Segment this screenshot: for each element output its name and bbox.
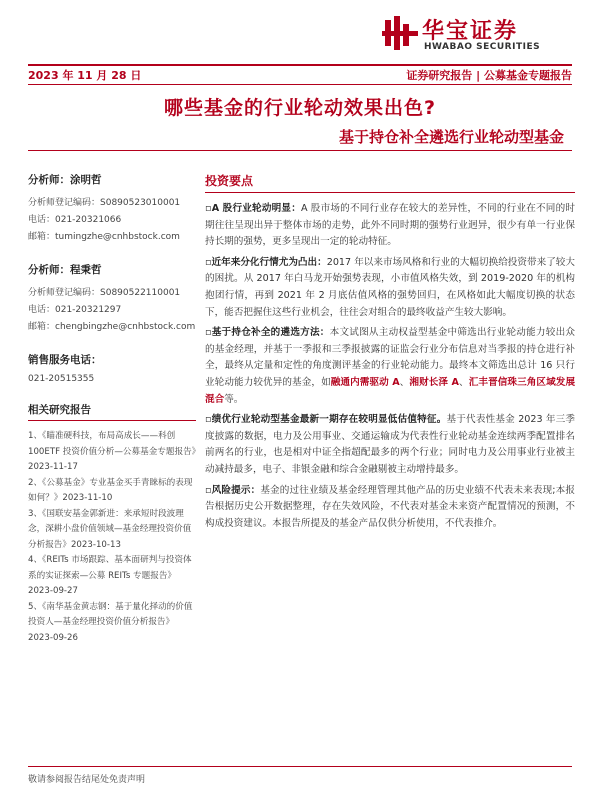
sales-label: 销售服务电话：: [28, 354, 102, 366]
page-title: 哪些基金的行业轮动效果出色?: [163, 97, 437, 119]
analyst-name: 分析师：涂明哲: [28, 174, 102, 186]
key-point-paragraph: [205, 412, 575, 478]
key-point-head: 绩优行业轮动型基金最新一期存在较明显低估值特征。: [211, 414, 447, 426]
main-content: [205, 172, 575, 536]
related-report-item[interactable]: 5、《南华基金黄志钢：基于量化择动的价值投资人—基金经理投资价值分析报告》2023-09-26: [28, 601, 193, 643]
key-point-body: 基于代表性基金 2023 年三季度披露的数据，电力及公用事业、交通运输成为代表性行业轮动基金连续两季配置排名前两名的行业，也是相对中证全指超配最多的两个行业；同时电力及公用事业行业被主动减持最多，电子、非银金融和综合金融剔被主动增持最多。: [205, 414, 576, 475]
sales-phone: 021-20515355: [28, 374, 95, 384]
analyst-license: 分析师登记编码：S0890522110001: [28, 288, 181, 298]
header-divider-thin: [28, 84, 572, 85]
analyst-block: [28, 172, 196, 246]
separator: 、: [458, 376, 469, 388]
analyst-block: [28, 262, 196, 336]
brand-name-cn: 华宝证券: [422, 19, 519, 44]
report-date: 2023 年 11 月 28 日: [28, 69, 142, 82]
key-point-head: A 股行业轮动明显：: [211, 203, 301, 214]
footer-disclaimer[interactable]: 敬请参阅报告结尾处免责声明: [28, 775, 146, 785]
page-subtitle: 基于持仓补全遴选行业轮动型基金: [338, 128, 564, 146]
risk-warning-head: 风险提示：: [211, 484, 261, 496]
analyst-name: 分析师：程秉哲: [28, 264, 102, 276]
footer-divider: [28, 766, 572, 767]
risk-warning-body: 基金的过往业绩及基金经理管理其他产品的历史业绩不代表未来表现;本报告根据历史公开数据整理，存在失效风险，不代表对基金未来资产配置情况的预测，不构成投资建议。本报告所提及的基金产品仅供分析使用，不代表推介。: [205, 484, 576, 529]
related-reports-list: [28, 429, 196, 646]
analyst-phone: 电话：021-20321297: [28, 305, 122, 315]
key-point-paragraph: [205, 255, 575, 321]
related-report-item[interactable]: 2、《公募基金》专业基金买手青睐标的表现如何？》2023-11-10: [28, 477, 193, 503]
bullet-marker-icon: ▫: [205, 256, 212, 268]
analyst-license: 分析师登记编码：S0890523010001: [28, 198, 181, 208]
bullet-marker-icon: ▫: [205, 203, 212, 214]
key-point-paragraph: [205, 325, 575, 408]
analyst-phone: 电话：021-20321066: [28, 215, 122, 225]
key-point-body: 本文试图从主动权益型基金中筛选出行业轮动能力较出众的基金经理，并基于一季报和三季报披露的证监会行业分布信息对当季报的持仓进行补全，最终从定量和定性的角度测评基金的行业轮动能力。最终本文筛选出总计 16 只行业轮动能力较优异的基金，如: [205, 327, 575, 388]
related-reports-heading: 相关研究报告: [28, 402, 196, 421]
key-point-body: A 股市场的不同行业存在较大的差异性，不同的行业在不同的时期往往呈现出异于整体市场的走势，此外不同时期的强势行业迥异，很少有单一行业保持长期的强势，更多呈现出一定的轮动特征。: [205, 203, 575, 248]
related-report-item[interactable]: 4、《REITs 市场跟踪、基本面研判与投资体系的实证探索—公募 REITs 专题报告》2023-09-27: [28, 555, 192, 596]
report-category: 证券研究报告 | 公募基金专题报告: [406, 69, 572, 82]
sidebar: [28, 172, 196, 646]
fund-name: 融通内需驱动 A: [330, 376, 400, 388]
key-point-end: 等。: [224, 393, 244, 405]
key-points-heading: 投资要点: [205, 172, 575, 193]
header-divider: [28, 64, 572, 66]
related-report-item[interactable]: 3、《国联安基金郭新进：来承短时段波理念，深耕小盘价值领域—基金经理投资价值分析报告》2023-10-13: [28, 508, 192, 550]
analyst-email[interactable]: 邮箱：chengbingzhe@cnhbstock.com: [28, 322, 196, 332]
brand-logo: [382, 12, 572, 56]
bullet-marker-icon: ▫: [205, 484, 212, 496]
separator: 、: [399, 376, 410, 388]
bullet-marker-icon: ▫: [205, 414, 212, 426]
brand-name-en: HWABAO SECURITIES: [424, 42, 541, 52]
bullet-marker-icon: ▫: [205, 327, 212, 339]
key-point-paragraph: [205, 483, 575, 533]
title-divider: [28, 150, 572, 151]
related-report-item[interactable]: 1、《瞄准硬科技，布局高成长——科创100ETF 投资价值分析—公募基金专题报告》2023-11-17: [28, 431, 196, 472]
fund-name: 汇丰晋信珠三角区域发展混合: [205, 376, 576, 405]
key-point-head: 近年来分化行情尤为凸出：: [211, 256, 327, 268]
key-point-paragraph: [205, 201, 575, 251]
key-point-body: 2017 年以来市场风格和行业的大幅切换给投资带来了较大的困扰。从 2017 年白马龙开始强势表现，小市值风格失效，到 2019-2020 年的机构抱团行情，再到 2021 年 2 月底估值风格的强势回归，在风格如此大幅度切换的状态下，能否把握住这些行业机会，往往会对组合的最终收益产生较大影响。: [205, 256, 575, 318]
analyst-email[interactable]: 邮箱：tumingzhe@cnhbstock.com: [28, 232, 180, 242]
brand-mark-icon: [382, 14, 418, 52]
fund-name: 湘财长泽 A: [409, 376, 459, 388]
key-point-head: 基于持仓补全的遴选方法：: [211, 327, 330, 339]
